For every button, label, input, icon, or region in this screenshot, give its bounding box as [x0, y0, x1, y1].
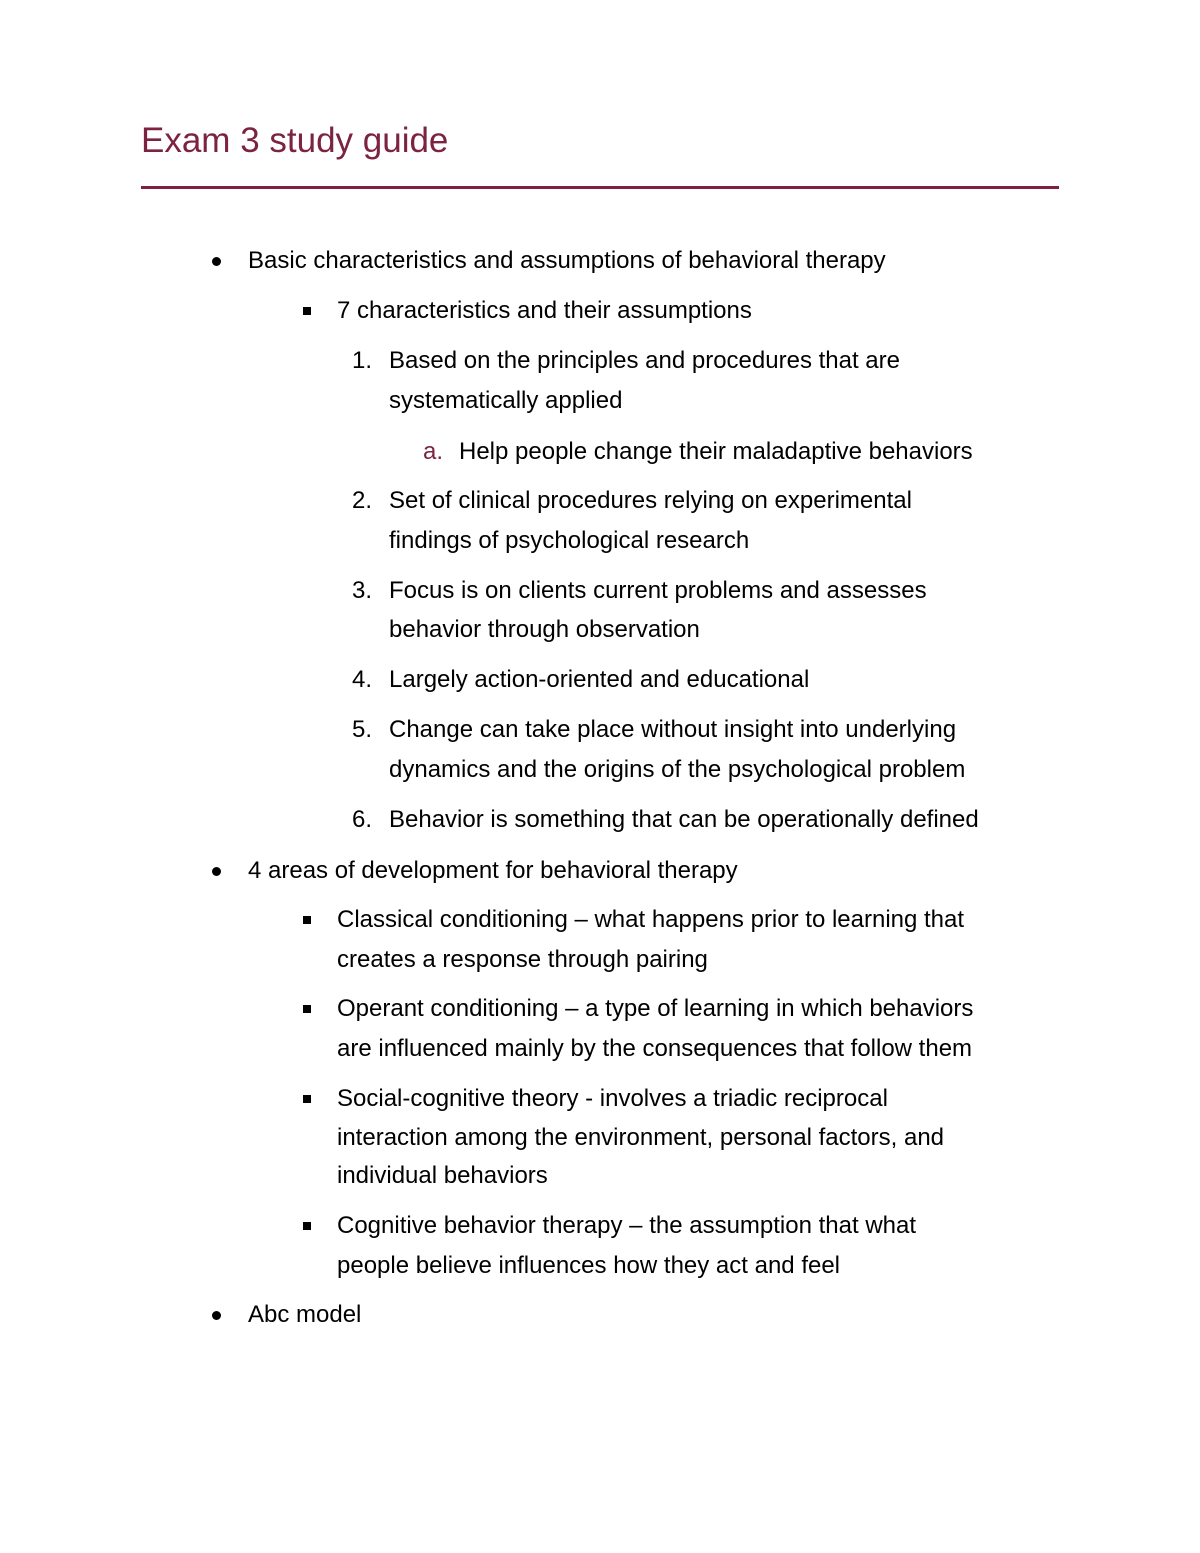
list-item-text: findings of psychological research — [389, 527, 750, 554]
section-heading: 4 areas of development for behavioral therapy — [248, 857, 738, 884]
list-number: 2. — [352, 487, 373, 514]
list-number: 6. — [352, 806, 373, 833]
list-item-text: behavior through observation — [389, 616, 700, 643]
list-item-text: creates a response through pairing — [337, 946, 708, 973]
square-bullet-icon — [303, 307, 311, 315]
square-bullet-icon — [303, 1005, 311, 1013]
bullet-icon — [212, 257, 221, 266]
title-divider — [141, 186, 1059, 189]
page-title: Exam 3 study guide — [141, 121, 449, 160]
bullet-icon — [212, 1311, 221, 1320]
square-bullet-icon — [303, 1095, 311, 1103]
list-item-text: Help people change their maladaptive behaviors — [459, 438, 973, 465]
list-number: 4. — [352, 666, 373, 693]
list-item-text: are influenced mainly by the consequences that follow them — [337, 1035, 973, 1062]
list-item-text: individual behaviors — [337, 1162, 548, 1189]
list-number: 1. — [352, 347, 373, 374]
list-item-text: Set of clinical procedures relying on experimental — [389, 487, 912, 514]
section-heading: Abc model — [248, 1301, 362, 1328]
list-item-text: Classical conditioning – what happens prior to learning that — [337, 906, 965, 933]
list-letter: a. — [423, 438, 444, 465]
bullet-icon — [212, 867, 221, 876]
list-item-text: interaction among the environment, personal factors, and — [337, 1124, 945, 1151]
list-item-text: Change can take place without insight into underlying — [389, 716, 957, 743]
list-item-text: people believe influences how they act and feel — [337, 1252, 841, 1279]
subsection-heading: 7 characteristics and their assumptions — [337, 297, 752, 324]
list-item-text: Cognitive behavior therapy – the assumption that what — [337, 1212, 917, 1239]
list-item-text: Behavior is something that can be operationally defined — [389, 806, 979, 833]
list-number: 3. — [352, 577, 373, 604]
list-item-text: Focus is on clients current problems and assesses — [389, 577, 927, 604]
list-item-text: dynamics and the origins of the psychological problem — [389, 756, 966, 783]
list-item-text: Largely action-oriented and educational — [389, 666, 810, 693]
list-number: 5. — [352, 716, 373, 743]
list-item-text: Based on the principles and procedures that are — [389, 347, 900, 374]
list-item-text: Social-cognitive theory - involves a triadic reciprocal — [337, 1085, 888, 1112]
square-bullet-icon — [303, 1222, 311, 1230]
list-item-text: Operant conditioning – a type of learning in which behaviors — [337, 995, 974, 1022]
square-bullet-icon — [303, 916, 311, 924]
section-heading: Basic characteristics and assumptions of behavioral therapy — [248, 247, 886, 274]
list-item-text: systematically applied — [389, 387, 623, 414]
